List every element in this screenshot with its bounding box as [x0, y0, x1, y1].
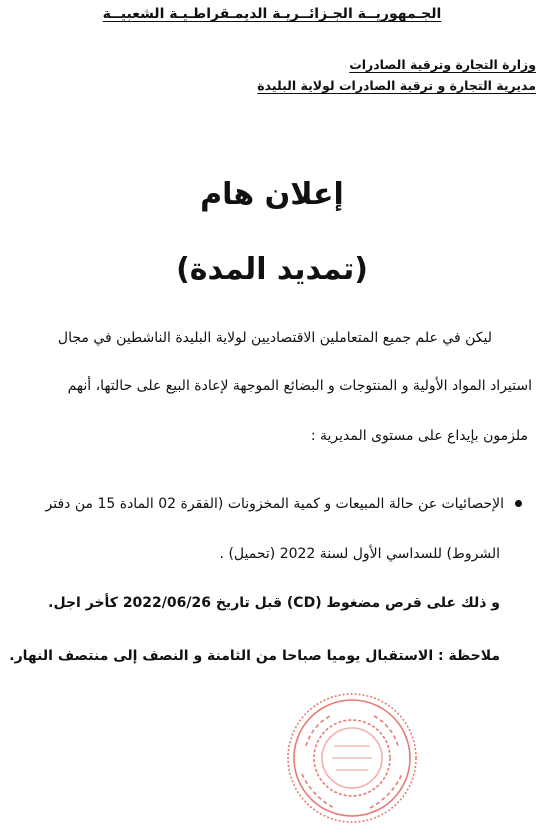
reception-note: ملاحظة : الاستقبال يوميا صباحا من الثامنة و النصف إلى منتصف النهار. — [9, 648, 500, 664]
deadline-text: و ذلك على قرص مضغوط (CD) قبل تاريخ 2022/06/26 كأخر اجل. — [48, 595, 500, 611]
directorate-name: مديرية التجارة و ترقية الصادرات لولاية البليدة — [257, 78, 536, 93]
body-line-1: ليكن في علم جميع المتعاملين الاقتصاديين لولاية البليدة الناشطين في مجال — [57, 330, 492, 346]
republic-header: الجـمهوريــة الجـزائــريـة الديمـقراطـيـة الشعبيــة — [102, 6, 442, 22]
announcement-subtitle: (تمديد المدة) — [176, 252, 368, 287]
bullet-item-line-1: الإحصائيات عن حالة المبيعات و كمية المخزونات (الفقرة 02 المادة 15 من دفتر — [45, 496, 504, 512]
body-line-2: استيراد المواد الأولية و المنتوجات و البضائع الموجهة لإعادة البيع على حالتها، أنهم — [67, 378, 532, 394]
announcement-title: إعلان هام — [200, 177, 344, 212]
bullet-icon — [515, 500, 522, 507]
official-seal-icon — [282, 686, 422, 826]
bullet-item-line-2: الشروط) للسداسي الأول لسنة 2022 (تحميل) . — [219, 546, 500, 562]
ministry-name: وزارة التجارة وترقية الصادرات — [349, 57, 536, 72]
body-line-3: ملزمون بإيداع على مستوى المديرية : — [310, 428, 528, 444]
